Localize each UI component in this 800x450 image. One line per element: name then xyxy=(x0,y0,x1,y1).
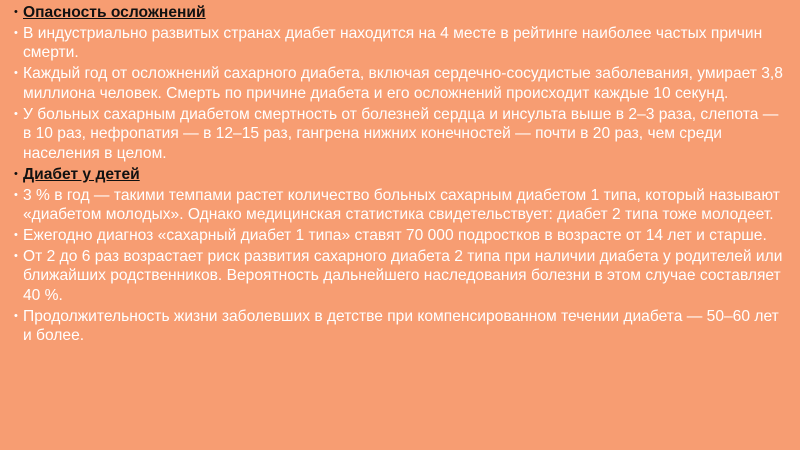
bullet-icon: • xyxy=(14,167,18,180)
list-item xyxy=(14,186,788,225)
section-heading: Диабет у детей xyxy=(23,165,140,183)
bullet-icon: • xyxy=(14,6,18,18)
list-item-text: Ежегодно диагноз «сахарный диабет 1 типа» ставят 70 000 подростков в возрасте от 14 лет и старше. xyxy=(23,227,767,245)
section-heading: Опасность осложнений xyxy=(23,4,206,21)
list-item-text: Продолжительность жизни заболевших в детстве при компенсированном течении диабета — 50–60 лет и более. xyxy=(23,307,779,345)
bullet-icon: • xyxy=(14,229,18,242)
list-item xyxy=(14,105,788,163)
list-item xyxy=(14,307,788,346)
list-item-heading-complications xyxy=(14,3,788,22)
bullet-list xyxy=(14,3,788,346)
list-item-text: Каждый год от осложнений сахарного диабета, включая сердечно-сосудистые заболевания, умирает 3,8 миллиона человек. Смерть по причине диабета и его осложнений происходит каждые 10 секунд. xyxy=(23,65,783,102)
list-item xyxy=(14,64,788,103)
list-item xyxy=(14,247,788,305)
bullet-icon: • xyxy=(14,309,18,322)
list-item xyxy=(14,24,788,63)
bullet-icon: • xyxy=(14,27,18,39)
list-item-text: 3 % в год — такими темпами растет количество больных сахарным диабетом 1 типа, который называют «диабетом молодых». Однако медицинская статистика свидетельствует: диабет 2 типа тоже молодеет. xyxy=(23,186,780,224)
list-item-text: У больных сахарным диабетом смертность от болезней сердца и инсульта выше в 2–3 раза, слепота — в 10 раз, нефропатия — в 12–15 раз, гангрена нижних конечностей — почти в 20 раз, чем среди населения в целом. xyxy=(23,105,779,162)
list-item xyxy=(14,226,788,245)
bullet-icon: • xyxy=(14,188,18,201)
list-item-heading-children xyxy=(14,165,788,184)
bullet-icon: • xyxy=(14,67,18,80)
list-item-text: От 2 до 6 раз возрастает риск развития сахарного диабета 2 типа при наличии диабета у родителей или ближайших родственников. Вероятность дальнейшего наследования болезни в этом случае составляет 40 %. xyxy=(23,248,783,304)
list-item-text: В индустриально развитых странах диабет находится на 4 месте в рейтинге наиболее частых причин смерти. xyxy=(23,25,763,62)
bullet-icon: • xyxy=(14,250,18,263)
bullet-icon: • xyxy=(14,107,18,120)
